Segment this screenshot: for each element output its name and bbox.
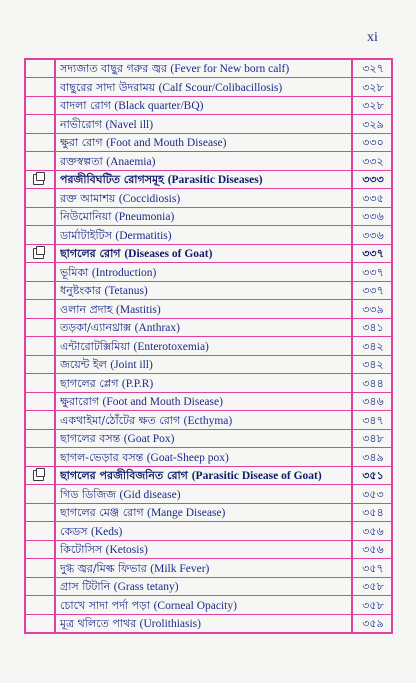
toc-entry-title xyxy=(60,616,348,632)
toc-entry-title-bengali: ছাগলের মেঞ্জ রোগ xyxy=(60,506,148,519)
toc-page-number: ৩৩৫ xyxy=(362,191,384,205)
toc-entry-title-english: (Urolithiasis) xyxy=(139,618,201,630)
toc-entry-title-english: (P.P.R) xyxy=(121,377,154,390)
toc-entry-title xyxy=(60,228,348,244)
toc-page-number: ৩৫৮ xyxy=(362,580,384,593)
toc-entry-title-english: (Tetanus) xyxy=(104,285,148,297)
toc-entry-title-bengali: বাদলা রোগ xyxy=(60,99,115,112)
toc-entry-title-bengali: একথাইমা/ঠোঁটের ক্ষত রোগ xyxy=(60,413,184,427)
toc-entry-row xyxy=(26,79,391,97)
toc-entry-title xyxy=(60,339,348,355)
toc-entry-title xyxy=(60,394,348,410)
toc-entry-title xyxy=(60,413,348,429)
toc-entry-title-bengali: ওলান প্রদাহ xyxy=(60,302,117,316)
toc-page-number: ৩৪৭ xyxy=(362,413,384,427)
toc-entry-title-english: (Milk Fever) xyxy=(150,562,210,575)
toc-section-row xyxy=(26,245,391,263)
toc-entry-title-bengali: ডার্মাটাইটিস xyxy=(60,228,116,242)
toc-entry-row xyxy=(26,412,391,430)
toc-entry-title-bengali: তড়কা/এ্যানথ্রাক্স xyxy=(60,321,135,334)
toc-entry-row xyxy=(26,430,391,448)
toc-entry-row xyxy=(26,541,391,559)
toc-entry-row xyxy=(26,319,391,337)
toc-entry-row xyxy=(26,282,391,300)
toc-entry-row xyxy=(26,97,391,115)
toc-entry-title-english: (Joint ill) xyxy=(110,359,153,371)
page-number: xi xyxy=(367,30,378,45)
toc-entry-title-bengali: রক্তস্বল্পতা xyxy=(60,154,107,168)
toc-entry-title-bengali: ছাগলের রোগ xyxy=(60,247,125,260)
toc-page-number: ৩৫৩ xyxy=(362,487,384,501)
toc-page-number: ৩৩৩ xyxy=(362,173,384,186)
toc-entry-row xyxy=(26,227,391,245)
toc-entry-title xyxy=(60,468,348,484)
toc-entry-title xyxy=(60,431,348,447)
toc-entry-title-bengali: সদ্যজাত বাছুর গরুর জ্বর xyxy=(60,62,171,75)
toc-entry-title xyxy=(60,579,348,595)
toc-entry-title-english: (Goat-Sheep pox) xyxy=(146,451,229,464)
toc-entry-title-bengali: গ্রাস টিটানি xyxy=(60,580,114,593)
toc-page-number: ৩৩০ xyxy=(362,136,384,149)
toc-entry-title-bengali: নাভীরোগ xyxy=(60,117,106,131)
toc-entry-title-english: (Parasitic Disease of Goat) xyxy=(191,470,322,482)
toc-entry-row xyxy=(26,190,391,208)
toc-entry-title xyxy=(60,376,348,392)
toc-page-number: ৩৫১ xyxy=(362,469,384,482)
toc-entry-title xyxy=(60,246,348,262)
toc-entry-row xyxy=(26,208,391,226)
table-of-contents xyxy=(24,58,393,634)
toc-entry-row xyxy=(26,578,391,596)
toc-page-number: ৩৪২ xyxy=(362,339,384,353)
toc-entry-title-english: (Calf Scour/Colibacillosis) xyxy=(158,81,283,94)
toc-page-number: ৩২৮ xyxy=(362,99,384,112)
toc-page-number: ৩২৭ xyxy=(362,62,384,75)
toc-entry-title-english: (Navel ill) xyxy=(105,118,154,131)
toc-entry-title xyxy=(60,283,348,299)
toc-entry-title-bengali: ক্ষুরা রোগ xyxy=(60,136,107,149)
toc-entry-title-english: (Goat Pox) xyxy=(123,433,175,445)
toc-entry-title xyxy=(60,450,348,466)
toc-entry-title-english: (Ecthyma) xyxy=(183,414,233,427)
toc-page-number: ৩৩৭ xyxy=(362,265,384,279)
toc-page-number: ৩৫৪ xyxy=(362,506,384,519)
toc-entry-title-bengali: নিউমোনিয়া xyxy=(60,210,115,223)
toc-entry-row xyxy=(26,153,391,171)
toc-entry-row xyxy=(26,338,391,356)
toc-entry-title-english: (Fever for New born calf) xyxy=(170,63,290,75)
toc-page-number: ৩৩৬ xyxy=(362,210,384,223)
toc-entry-title-english: (Gid disease) xyxy=(119,488,181,501)
toc-entry-title-bengali: মূত্র থলিতে পাথর xyxy=(60,617,140,630)
toc-entry-title xyxy=(60,357,348,373)
toc-entry-title xyxy=(60,135,348,151)
toc-page-number: ৩৩৯ xyxy=(362,302,384,316)
toc-entry-row xyxy=(26,301,391,319)
toc-entry-title-bengali: রক্ত আমাশয় xyxy=(60,191,119,205)
toc-entry-title xyxy=(60,209,348,225)
toc-entry-row xyxy=(26,615,391,633)
section-bullet-icon xyxy=(33,174,44,185)
toc-entry-title xyxy=(60,524,348,540)
toc-entry-title-english: (Grass tetany) xyxy=(113,581,179,593)
toc-entry-row xyxy=(26,523,391,541)
toc-entry-row xyxy=(26,597,391,615)
toc-entry-title-bengali: কেডস xyxy=(60,524,92,538)
section-bullet-icon xyxy=(33,248,44,259)
toc-page-number: ৩৫৮ xyxy=(362,598,384,612)
toc-entry-row xyxy=(26,486,391,504)
toc-entry-row xyxy=(26,116,391,134)
toc-entry-row xyxy=(26,356,391,374)
toc-entry-title-english: (Mastitis) xyxy=(116,303,161,316)
toc-entry-title xyxy=(60,542,348,558)
toc-page-number: ৩৫৯ xyxy=(362,617,384,630)
toc-entry-title-english: (Pneumonia) xyxy=(114,211,175,223)
toc-entry-title-bengali: চোখে সাদা পর্দা পড়া xyxy=(60,598,154,612)
toc-entry-title-english: (Enterotoxemia) xyxy=(133,340,209,353)
toc-entry-title-bengali: ছাগল-ভেড়ার বসন্ত xyxy=(60,450,147,464)
toc-entry-title xyxy=(60,98,348,114)
toc-page-number: ৩২৯ xyxy=(362,117,384,131)
toc-entry-title-bengali: ভূমিকা xyxy=(60,265,92,279)
toc-entry-title-bengali: ছাগলের প্লেগ xyxy=(60,376,122,390)
toc-page-number: ৩৪১ xyxy=(362,321,384,334)
toc-entry-title-bengali: ক্ষুরারোগ xyxy=(60,395,103,408)
toc-entry-title xyxy=(60,154,348,170)
toc-entry-title-english: (Anaemia) xyxy=(106,155,156,168)
toc-page-number: ৩৩৭ xyxy=(362,247,384,260)
toc-entry-title xyxy=(60,265,348,281)
toc-entry-title-bengali: দুগ্ধ জ্বর/মিল্ক ফিভার xyxy=(60,561,151,575)
toc-section-row xyxy=(26,467,391,485)
toc-entry-row xyxy=(26,375,391,393)
toc-page-number: ৩৪৯ xyxy=(362,450,384,464)
toc-entry-title-english: (Black quarter/BQ) xyxy=(114,100,204,112)
toc-entry-title-english: (Keds) xyxy=(91,525,123,538)
toc-entry-row xyxy=(26,264,391,282)
toc-entry-title xyxy=(60,191,348,207)
toc-entry-title xyxy=(60,302,348,318)
toc-entry-row xyxy=(26,393,391,411)
toc-page-number: ৩৩৭ xyxy=(362,284,384,297)
toc-page-number: ৩৫৭ xyxy=(362,561,384,575)
toc-entry-row xyxy=(26,60,391,78)
toc-section-row xyxy=(26,171,391,189)
toc-entry-title xyxy=(60,561,348,577)
toc-entry-title xyxy=(60,598,348,614)
toc-entry-row xyxy=(26,134,391,152)
toc-entry-title-bengali: বাছুরের সাদা উদরাময় xyxy=(60,80,159,94)
toc-entry-title xyxy=(60,320,348,336)
toc-entry-title-bengali: ছাগলের পরজীবিজনিত রোগ xyxy=(60,469,192,482)
toc-entry-title xyxy=(60,117,348,133)
toc-entry-title-bengali: পরজীবিঘটিত রোগসমূহ xyxy=(60,173,168,186)
toc-entry-title-english: (Coccidiosis) xyxy=(118,192,181,205)
toc-page-number: ৩৫৬ xyxy=(362,543,384,556)
toc-entry-title xyxy=(60,61,348,77)
toc-entry-title-english: (Dermatitis) xyxy=(115,229,172,242)
toc-entry-title-bengali: ধনুষ্টংকার xyxy=(60,284,105,297)
toc-entry-title-english: (Ketosis) xyxy=(105,544,148,556)
toc-entry-title-bengali: গিড ডিজিজ xyxy=(60,487,120,501)
toc-page-number: ৩৩২ xyxy=(362,154,384,168)
toc-entry-title xyxy=(60,505,348,521)
toc-entry-title-bengali: এন্টারোটক্সিমিয়া xyxy=(60,339,134,353)
toc-entry-row xyxy=(26,449,391,467)
toc-entry-title xyxy=(60,172,348,188)
toc-page-number: ৩৪২ xyxy=(362,358,384,371)
toc-entry-title-english: (Introduction) xyxy=(91,266,157,279)
toc-page-number: ৩৩৬ xyxy=(362,228,384,242)
toc-entry-title-english: (Mange Disease) xyxy=(147,507,226,519)
toc-entry-title-english: (Foot and Mouth Disease) xyxy=(102,396,223,408)
toc-entry-title-bengali: কিটোসিস xyxy=(60,543,106,556)
toc-entry-row xyxy=(26,504,391,522)
section-bullet-icon xyxy=(33,470,44,481)
toc-page-number: ৩৪৬ xyxy=(362,395,384,408)
toc-entry-title xyxy=(60,80,348,96)
toc-entry-title-english: (Corneal Opacity) xyxy=(153,599,237,612)
toc-entry-title-bengali: ছাগলের বসন্ত xyxy=(60,432,124,445)
toc-entry-row xyxy=(26,560,391,578)
toc-entry-title-english: (Diseases of Goat) xyxy=(124,248,213,260)
toc-page-number: ৩২৮ xyxy=(362,80,384,94)
toc-entry-title-english: (Foot and Mouth Disease) xyxy=(106,137,227,149)
toc-entry-title-english: (Parasitic Diseases) xyxy=(167,174,263,186)
toc-page-number: ৩৫৬ xyxy=(362,524,384,538)
toc-entry-title-english: (Anthrax) xyxy=(134,322,180,334)
toc-entry-title-bengali: জয়েন্ট ইল xyxy=(60,358,111,371)
toc-page-number: ৩৪৮ xyxy=(362,432,384,445)
toc-page-number: ৩৪৪ xyxy=(362,376,384,390)
toc-entry-title xyxy=(60,487,348,503)
